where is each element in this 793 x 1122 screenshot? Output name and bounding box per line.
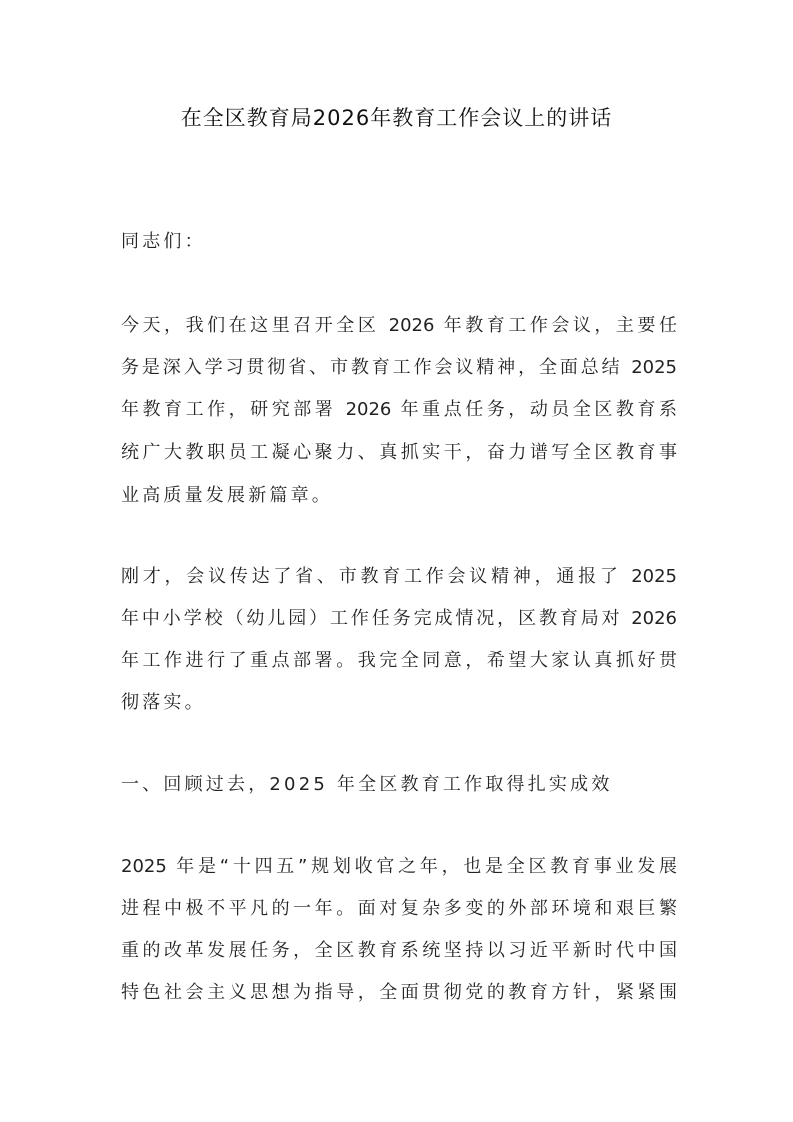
paragraph-1-line-2: 务是深入学习贯彻省、市教育工作会议精神，全面总结 2025 <box>121 357 677 378</box>
paragraph-2-line-4: 彻落实。 <box>121 692 206 713</box>
paragraph-1-line-4: 统广大教职员工凝心聚力、真抓实干，奋力谱写全区教育事 <box>121 442 677 463</box>
paragraph-2-line-3: 年工作进行了重点部署。我完全同意，希望大家认真抓好贯 <box>121 650 677 671</box>
paragraph-1-line-5: 业高质量发展新篇章。 <box>121 485 333 506</box>
paragraph-3-line-2: 进程中极不平凡的一年。面对复杂多变的外部环境和艰巨繁 <box>121 898 677 919</box>
paragraph-3-line-4: 特色社会主义思想为指导，全面贯彻党的教育方针，紧紧围 <box>121 982 677 1003</box>
paragraph-2-line-1: 刚才，会议传达了省、市教育工作会议精神，通报了 2025 <box>121 566 677 587</box>
paragraph-1-line-1: 今天，我们在这里召开全区 2026 年教育工作会议，主要任 <box>121 315 677 336</box>
paragraph-2-line-2: 年中小学校（幼儿园）工作任务完成情况，区教育局对 2026 <box>121 608 677 629</box>
paragraph-3-line-3: 重的改革发展任务，全区教育系统坚持以习近平新时代中国 <box>121 940 677 961</box>
paragraph-3-line-1: 2025 年是“十四五”规划收官之年，也是全区教育事业发展 <box>121 856 677 877</box>
paragraph-1-line-3: 年教育工作，研究部署 2026 年重点任务，动员全区教育系 <box>121 399 677 420</box>
document-title: 在全区教育局2026年教育工作会议上的讲话 <box>180 106 613 130</box>
section-heading-1: 一、回顾过去，2025 年全区教育工作取得扎实成效 <box>121 774 613 795</box>
greeting: 同志们： <box>121 231 206 252</box>
